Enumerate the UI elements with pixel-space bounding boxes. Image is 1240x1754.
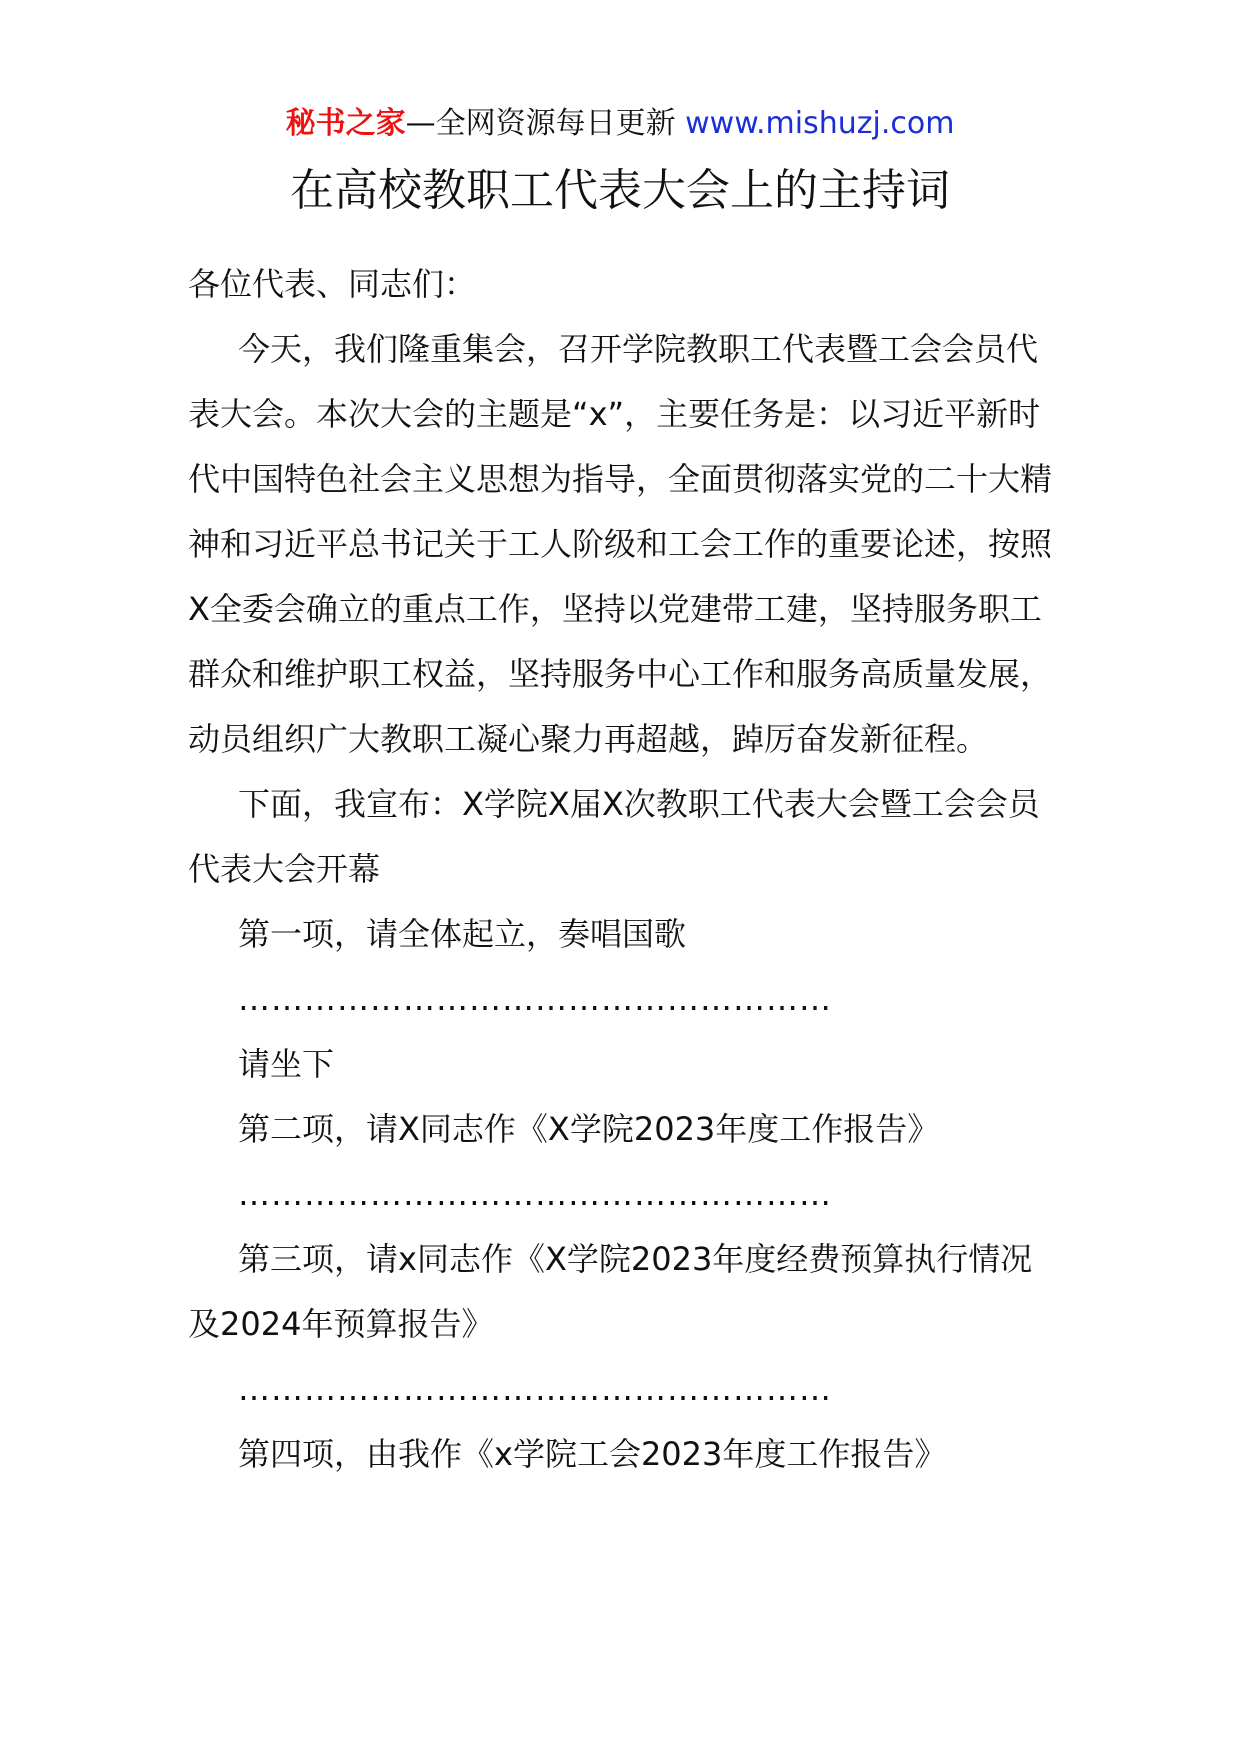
salutation: 各位代表、同志们： bbox=[188, 265, 477, 303]
ellipsis-divider: ……………………………………………… bbox=[238, 1370, 832, 1408]
agenda-item-4: 第四项，由我作《x学院工会2023年度工作报告》 bbox=[238, 1435, 947, 1473]
opening-announcement: 下面，我宣布：X学院X届X次教职工代表大会暨工会会员代表大会开幕 bbox=[188, 785, 1040, 888]
ellipsis-divider: ……………………………………………… bbox=[238, 1175, 832, 1213]
agenda-item-1: 第一项，请全体起立，奏唱国歌 bbox=[238, 915, 687, 953]
document-body bbox=[188, 252, 1056, 1487]
banner-tagline: —全网资源每日更新 bbox=[405, 106, 676, 141]
agenda-item-3: 第三项，请x同志作《X学院2023年度经费预算执行情况及2024年预算报告》 bbox=[188, 1240, 1033, 1343]
site-banner bbox=[0, 102, 1240, 146]
site-url-link[interactable]: www.mishuzj.com bbox=[685, 106, 955, 141]
intro-paragraph: 今天，我们隆重集会，召开学院教职工代表暨工会会员代表大会。本次大会的主题是“x”，主要任务是：以习近平新时代中国特色社会主义思想为指导，全面贯彻落实党的二十大精神和习近平总书记关于工人阶级和工会工作的重要论述，按照X全委会确立的重点工作，坚持以党建带工建，坚持服务职工群众和维护职工权益，坚持服务中心工作和服务高质量发展，动员组织广大教职工凝心聚力再超越，踔厉奋发新征程。 bbox=[188, 330, 1053, 758]
brand-name: 秘书之家 bbox=[285, 106, 406, 141]
sit-down-instruction: 请坐下 bbox=[238, 1045, 335, 1083]
page-title: 在高校教职工代表大会上的主持词 bbox=[290, 165, 950, 216]
agenda-item-2: 第二项，请X同志作《X学院2023年度工作报告》 bbox=[238, 1110, 940, 1148]
ellipsis-divider: ……………………………………………… bbox=[238, 980, 832, 1018]
